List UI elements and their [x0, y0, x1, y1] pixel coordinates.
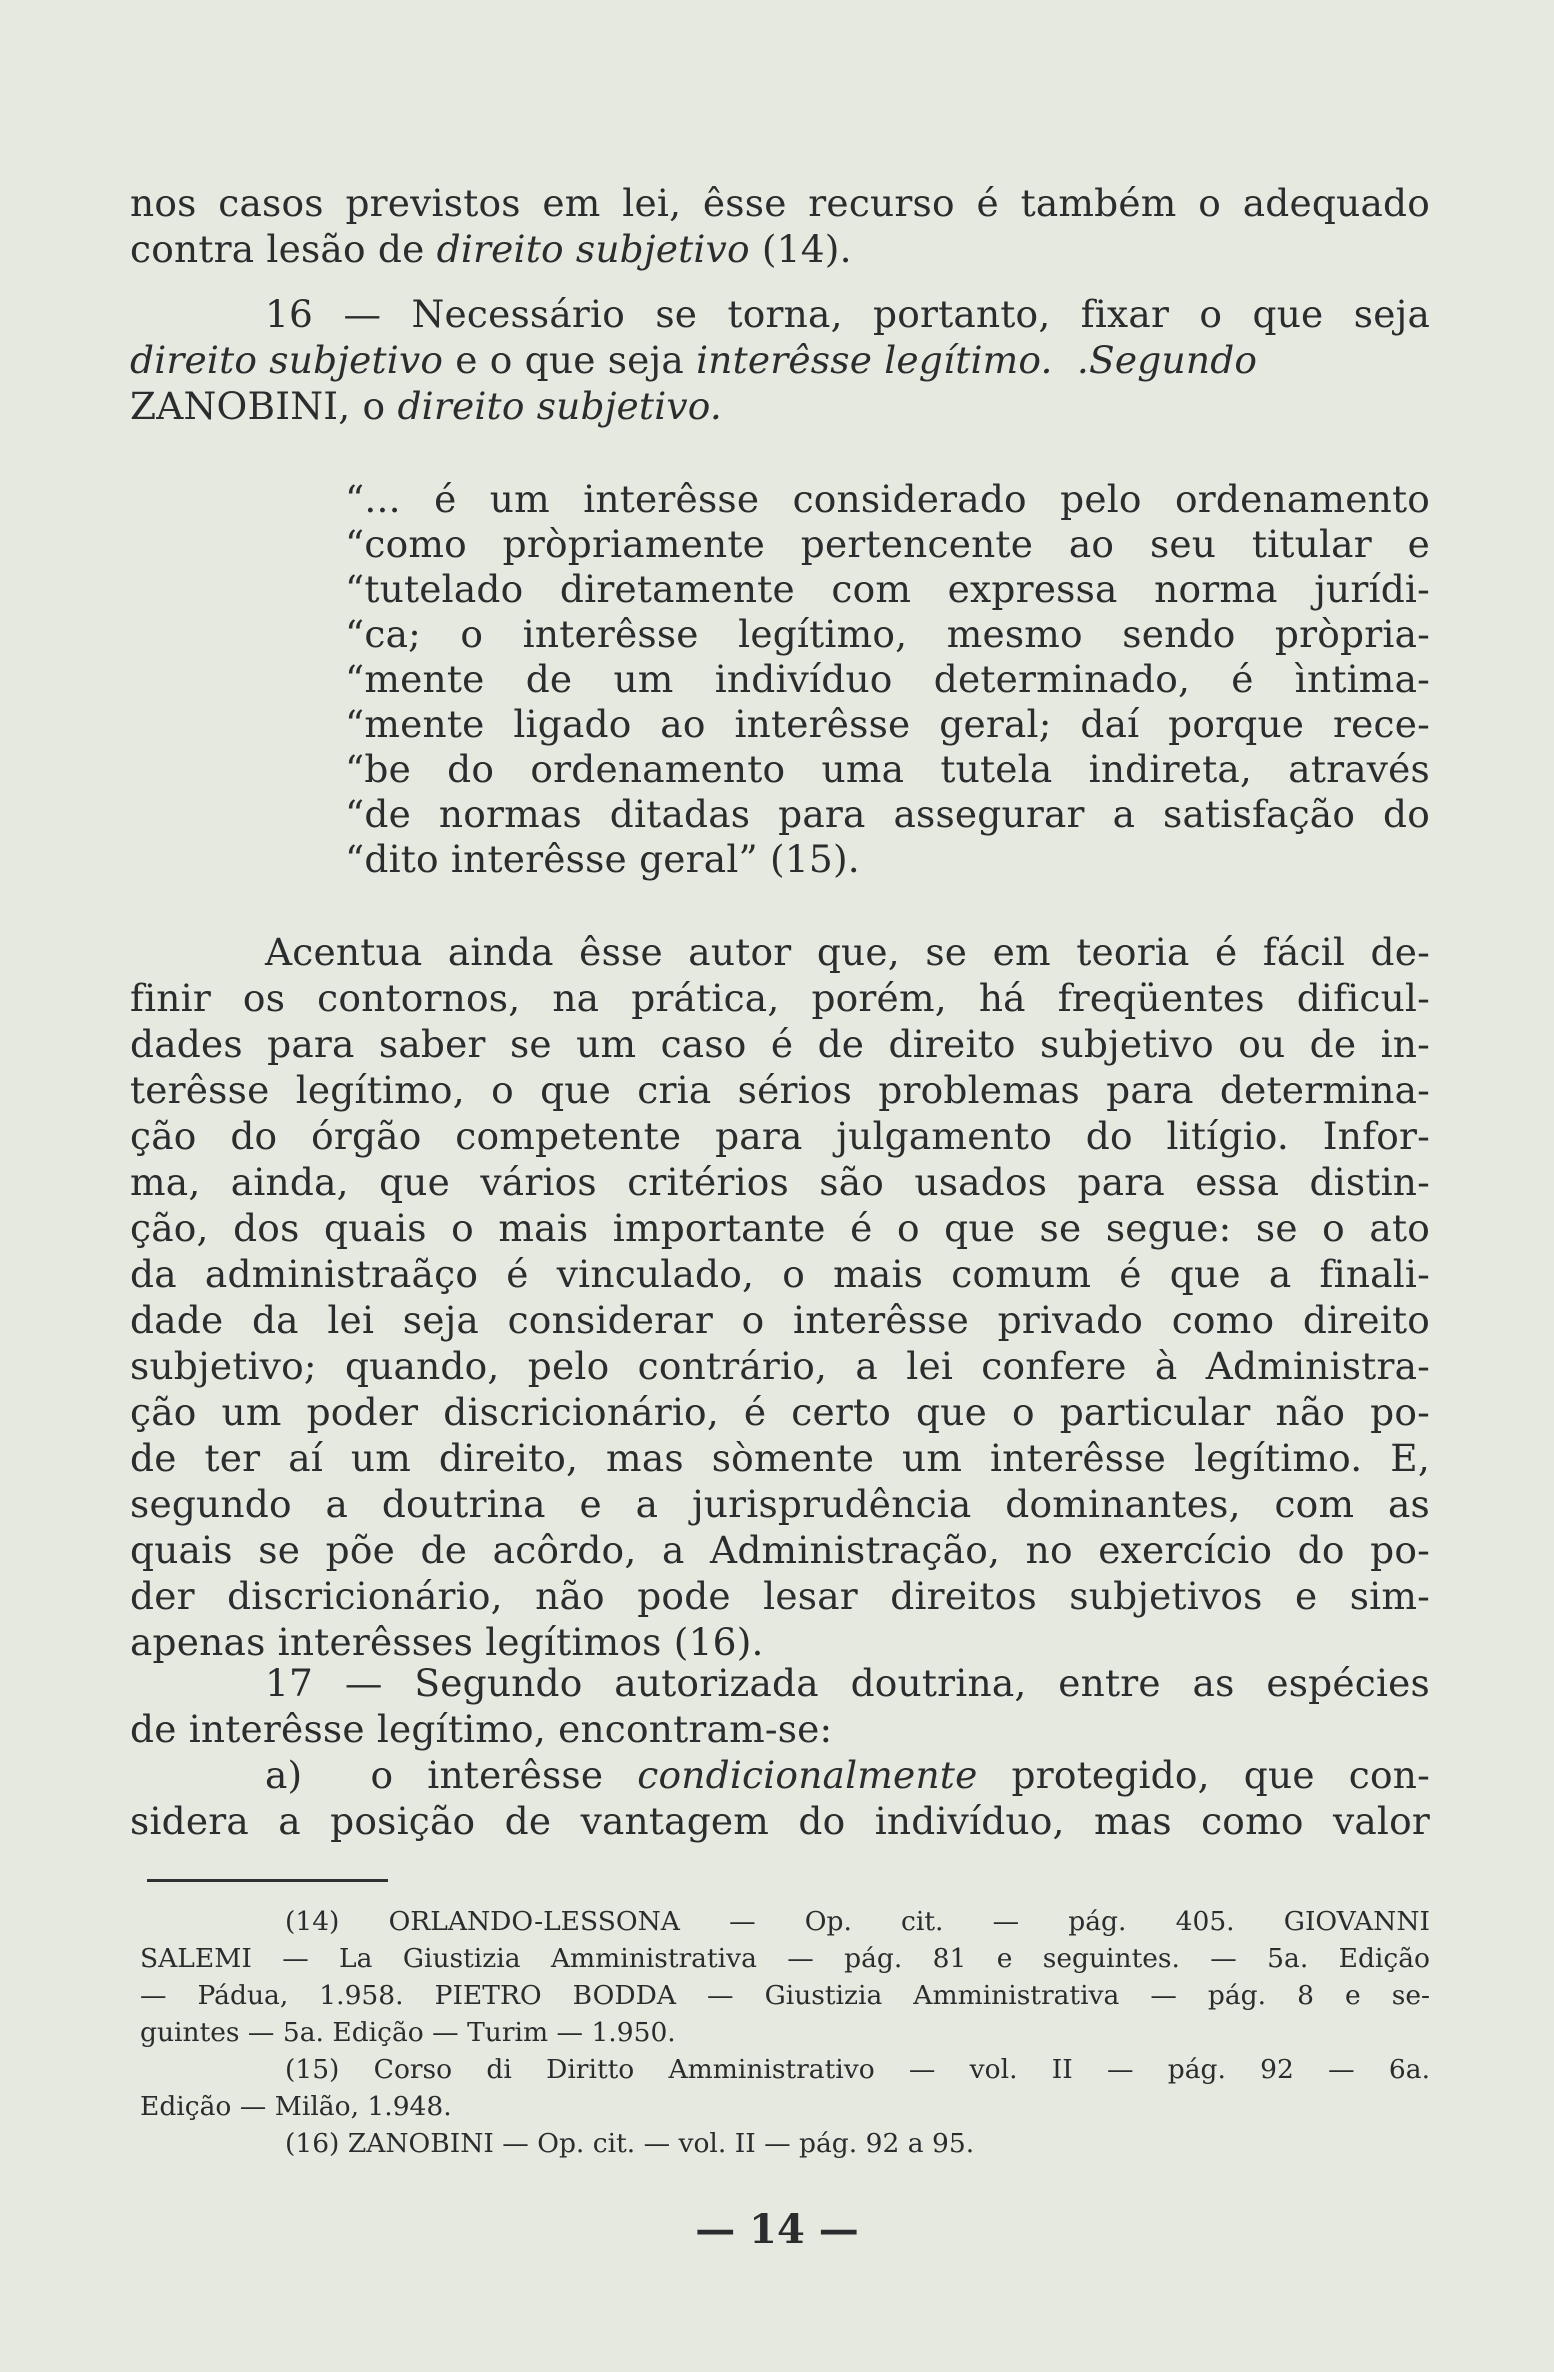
italic-term: condicionalmente — [637, 1753, 978, 1797]
quote-line: “mente ligado ao interêsse geral; daí porque rece- — [345, 702, 1430, 746]
paragraph-line: subjetivo; quando, pelo contrário, a lei confere à Administra- — [130, 1344, 1430, 1388]
paragraph-line: terêsse legítimo, o que cria sérios problemas para determina- — [130, 1068, 1430, 1112]
paragraph-line: segundo a doutrina e a jurisprudência dominantes, com as — [130, 1482, 1430, 1526]
paragraph-line: ma, ainda, que vários critérios são usados para essa distin- — [130, 1160, 1430, 1204]
section-17-line — [265, 1752, 1430, 1798]
paragraph-line: de ter aí um direito, mas sòmente um interêsse legítimo. E, — [130, 1436, 1430, 1480]
footnote-line: SALEMI — La Giustizia Amministrativa — pág. 81 e seguintes. — 5a. Edição — [140, 1943, 1430, 1974]
text-run: ZANOBINI, o — [130, 384, 398, 428]
paragraph-line: da administraãço é vinculado, o mais comum é que a finali- — [130, 1252, 1430, 1296]
section-17-line: 17 — Segundo autorizada doutrina, entre as espécies — [265, 1661, 1430, 1705]
section-16-line — [130, 383, 1430, 429]
paragraph-line: Acentua ainda êsse autor que, se em teoria é fácil de- — [265, 930, 1430, 974]
text-run: e o que seja — [443, 338, 697, 382]
paragraph-line: ção um poder discricionário, é certo que o particular não po- — [130, 1390, 1430, 1434]
footnote-line: (14) ORLANDO-LESSONA — Op. cit. — pág. 405. GIOVANNI — [285, 1906, 1430, 1937]
footnote-divider — [147, 1879, 388, 1882]
footnote-line: (15) Corso di Diritto Amministrativo — vol. II — pág. 92 — 6a. — [285, 2054, 1430, 2085]
quote-line: “como pròpriamente pertencente ao seu titular e — [345, 522, 1430, 566]
footnote-line: (16) ZANOBINI — Op. cit. — vol. II — pág. 92 a 95. — [285, 2128, 975, 2159]
section-17-line: sidera a posição de vantagem do indivíduo, mas como valor — [130, 1799, 1430, 1843]
page-number: — 14 — — [695, 2206, 859, 2253]
section-16-line: 16 — Necessário se torna, portanto, fixar o que seja — [265, 292, 1430, 336]
italic-term: direito subjetivo — [436, 227, 750, 271]
paragraph-line: apenas interêsses legítimos (16). — [130, 1620, 764, 1664]
footnote-line: — Pádua, 1.958. PIETRO BODDA — Giustizia Amministrativa — pág. 8 e se- — [140, 1980, 1430, 2011]
body-line: nos casos previstos em lei, êsse recurso é também o adequado — [130, 181, 1430, 225]
footnote-line: guintes — 5a. Edição — Turim — 1.950. — [140, 2017, 676, 2048]
italic-term: interêsse legítimo. — [696, 338, 1053, 382]
text-run: protegido, que con- — [977, 1753, 1430, 1797]
footnote-line: Edição — Milão, 1.948. — [140, 2091, 452, 2122]
paragraph-line: ção do órgão competente para julgamento do litígio. Infor- — [130, 1114, 1430, 1158]
paragraph-line: der discricionário, não pode lesar direitos subjetivos e sim- — [130, 1574, 1430, 1618]
paragraph-line: dades para saber se um caso é de direito subjetivo ou de in- — [130, 1022, 1430, 1066]
paragraph-line: dade da lei seja considerar o interêsse privado como direito — [130, 1298, 1430, 1342]
italic-term: direito subjetivo — [130, 338, 444, 382]
italic-term: .Segundo — [1076, 338, 1258, 382]
section-16-line — [130, 337, 1430, 383]
quote-line: “... é um interêsse considerado pelo ordenamento — [345, 477, 1430, 521]
quote-line: “dito interêsse geral” (15). — [345, 837, 860, 881]
paragraph-line: ção, dos quais o mais importante é o que se segue: se o ato — [130, 1206, 1430, 1250]
quote-line: “de normas ditadas para assegurar a satisfação do — [345, 792, 1430, 836]
quote-line: “tutelado diretamente com expressa norma jurídi- — [345, 567, 1430, 611]
body-line — [130, 226, 1430, 272]
quote-line: “be do ordenamento uma tutela indireta, através — [345, 747, 1430, 791]
text-run — [1053, 338, 1077, 382]
section-17-line: de interêsse legítimo, encontram-se: — [130, 1707, 833, 1751]
text-run: a) o interêsse — [265, 1753, 638, 1797]
italic-term: direito subjetivo. — [397, 384, 723, 428]
text-run: (14). — [749, 227, 852, 271]
paragraph-line: quais se põe de acôrdo, a Administração, no exercício do po- — [130, 1528, 1430, 1572]
quote-line: “mente de um indivíduo determinado, é ìntima- — [345, 657, 1430, 701]
quote-line: “ca; o interêsse legítimo, mesmo sendo pròpria- — [345, 612, 1430, 656]
paragraph-line: finir os contornos, na prática, porém, há freqüentes dificul- — [130, 976, 1430, 1020]
text-run: contra lesão de — [130, 227, 437, 271]
